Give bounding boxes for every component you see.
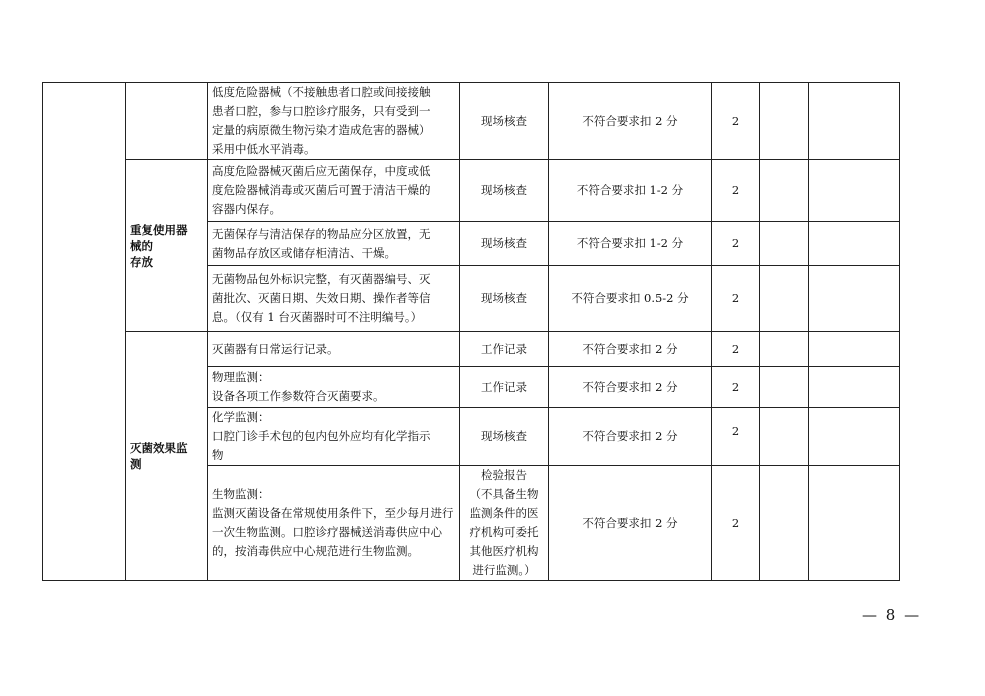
item-description: 灭菌器有日常运行记录。 [208, 332, 460, 367]
item-description: 生物监测： 监测灭菌设备在常规使用条件下，至少每月进行 一次生物监测。口腔诊疗器械送消毒供应中心 的，按消毒供应中心规范进行生物监测。 [208, 466, 460, 581]
scoring-standard: 不符合要求扣 2 分 [549, 408, 712, 466]
score-value: 2 [712, 332, 760, 367]
item-description: 无菌保存与清洁保存的物品应分区放置，无 菌物品存放区或储存柜清洁、干燥。 [208, 222, 460, 266]
scoring-standard: 不符合要求扣 1-2 分 [549, 160, 712, 222]
score-value: 2 [712, 222, 760, 266]
item-description: 高度危险器械灭菌后应无菌保存，中度或低 度危险器械消毒或灭菌后可置于清洁干燥的 容器内保存。 [208, 160, 460, 222]
empty-cell [760, 83, 809, 160]
inspection-table [42, 82, 900, 581]
score-value: 2 [712, 83, 760, 160]
score-value: 2 [712, 367, 760, 408]
empty-cell [809, 83, 900, 160]
scoring-standard: 不符合要求扣 0.5-2 分 [549, 266, 712, 332]
score-value: 2 [712, 160, 760, 222]
empty-cell [760, 408, 809, 466]
empty-cell [809, 266, 900, 332]
empty-cell [760, 222, 809, 266]
check-method: 现场核查 [460, 160, 549, 222]
check-method: 检验报告 （不具备生物 监测条件的医 疗机构可委托 其他医疗机构 进行监测。） [460, 466, 549, 581]
scoring-standard: 不符合要求扣 2 分 [549, 332, 712, 367]
category-storage: 重复使用器 械的 存放 [126, 160, 208, 332]
item-description: 低度危险器械（不接触患者口腔或间接接触 患者口腔，参与口腔诊疗服务，只有受到一 定量的病原微生物污染才造成危害的器械） 采用中低水平消毒。 [208, 83, 460, 160]
empty-cell [809, 332, 900, 367]
check-method: 现场核查 [460, 408, 549, 466]
score-value: 2 [712, 408, 760, 466]
empty-cell [760, 332, 809, 367]
table-row [43, 83, 900, 160]
table-row [43, 160, 900, 222]
empty-cell [809, 222, 900, 266]
scoring-standard: 不符合要求扣 2 分 [549, 466, 712, 581]
empty-category-cell [126, 83, 208, 160]
check-method: 工作记录 [460, 332, 549, 367]
check-method: 现场核查 [460, 222, 549, 266]
check-method: 工作记录 [460, 367, 549, 408]
item-description: 物理监测： 设备各项工作参数符合灭菌要求。 [208, 367, 460, 408]
empty-cell [760, 466, 809, 581]
scoring-standard: 不符合要求扣 1-2 分 [549, 222, 712, 266]
empty-cell [760, 266, 809, 332]
table-row [43, 332, 900, 367]
item-description: 化学监测： 口腔门诊手术包的包内包外应均有化学指示 物 [208, 408, 460, 466]
empty-cell [809, 367, 900, 408]
empty-section-cell [43, 83, 126, 581]
scoring-standard: 不符合要求扣 2 分 [549, 83, 712, 160]
score-value: 2 [712, 466, 760, 581]
scoring-standard: 不符合要求扣 2 分 [549, 367, 712, 408]
page-number: — 8 — [862, 606, 922, 624]
check-method: 现场核查 [460, 266, 549, 332]
score-value: 2 [712, 266, 760, 332]
empty-cell [809, 466, 900, 581]
empty-cell [760, 367, 809, 408]
category-sterilization-monitoring: 灭菌效果监 测 [126, 332, 208, 581]
item-description: 无菌物品包外标识完整，有灭菌器编号、灭 菌批次、灭菌日期、失效日期、操作者等信 息。（仅有 1 台灭菌器时可不注明编号。） [208, 266, 460, 332]
empty-cell [809, 408, 900, 466]
empty-cell [760, 160, 809, 222]
check-method: 现场核查 [460, 83, 549, 160]
empty-cell [809, 160, 900, 222]
